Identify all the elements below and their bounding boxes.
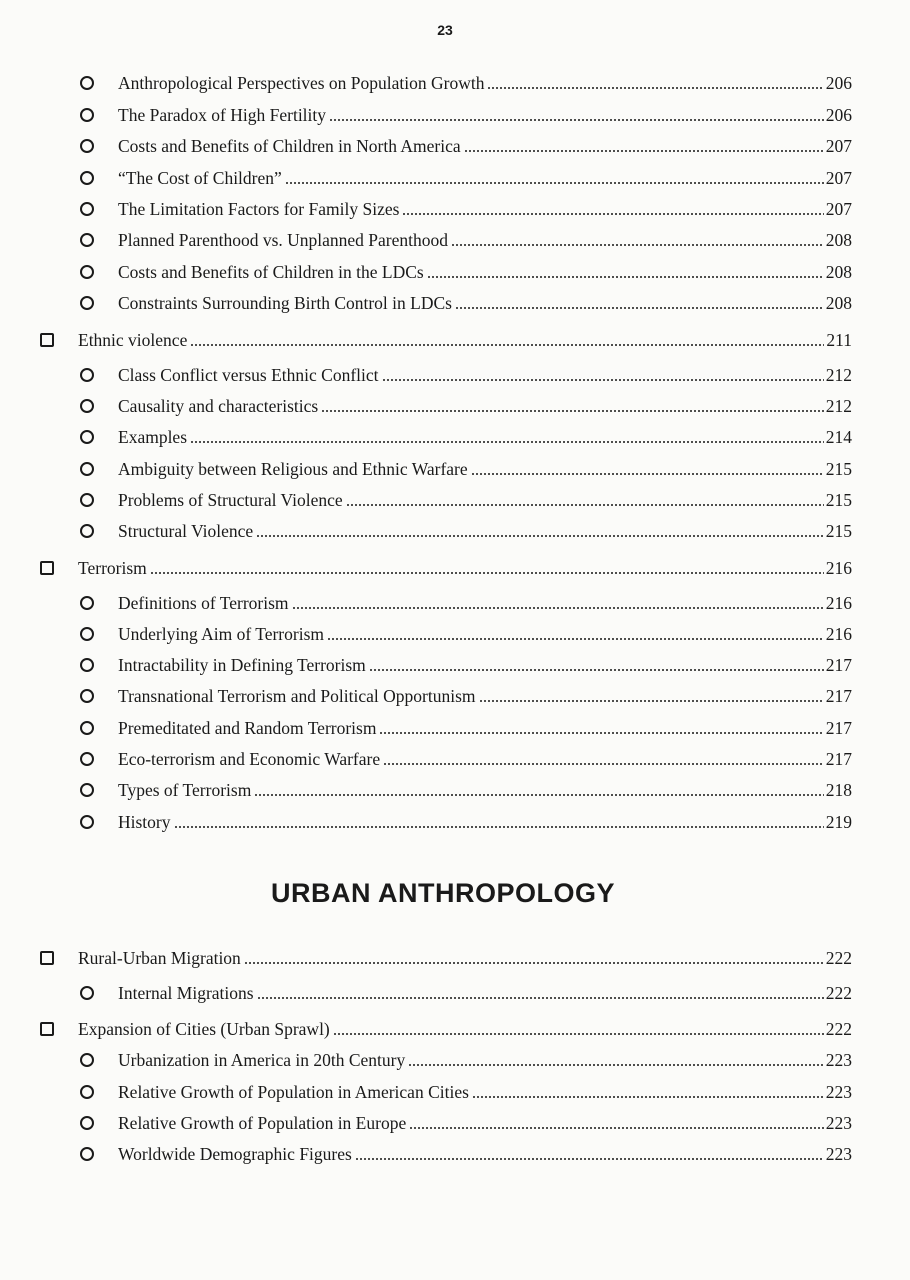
toc-entry-page: 217 — [825, 686, 852, 706]
dot-leader — [244, 962, 824, 964]
dot-leader — [427, 276, 824, 278]
circle-bullet-icon — [80, 368, 94, 382]
circle-bullet-icon — [80, 627, 94, 641]
dot-leader — [257, 997, 824, 999]
toc-subsection-entry — [80, 290, 852, 314]
toc-subsection-entry — [80, 1047, 852, 1071]
toc-entry-page: 223 — [825, 1082, 852, 1102]
toc-entry-title: Class Conflict versus Ethnic Conflict — [118, 365, 379, 385]
dot-leader — [327, 638, 824, 640]
square-bullet-icon — [40, 333, 54, 347]
circle-bullet-icon — [80, 171, 94, 185]
toc-entry-title: Relative Growth of Population in American Cities — [118, 1082, 469, 1102]
toc-entry-page: 212 — [825, 396, 852, 416]
dot-leader — [329, 119, 824, 121]
toc-subsection-entry — [80, 652, 852, 676]
toc-entry-page: 211 — [826, 330, 852, 350]
toc-entry-title: Urbanization in America in 20th Century — [118, 1050, 406, 1070]
toc-subsection-entry — [80, 362, 852, 386]
toc-subsection-entry — [80, 133, 852, 157]
toc-entry-page: 223 — [825, 1144, 852, 1164]
dot-leader — [285, 182, 824, 184]
circle-bullet-icon — [80, 399, 94, 413]
toc-entry-page: 222 — [825, 983, 852, 1003]
circle-bullet-icon — [80, 202, 94, 216]
toc-subsection-entry — [80, 777, 852, 801]
toc-entry-title: Eco-terrorism and Economic Warfare — [118, 749, 381, 769]
toc-entry-title: Intractability in Defining Terrorism — [118, 655, 366, 675]
toc-entry-title: Structural Violence — [118, 521, 254, 541]
toc-entry-page: 207 — [825, 136, 852, 156]
dot-leader — [455, 307, 824, 309]
toc-entry-page: 207 — [825, 168, 852, 188]
dot-leader — [174, 826, 824, 828]
section-heading: URBAN ANTHROPOLOGY — [271, 878, 615, 908]
toc-entry-page: 217 — [825, 749, 852, 769]
toc-subsection-entry — [80, 259, 852, 283]
toc-entry-title: “The Cost of Children” — [118, 168, 282, 188]
circle-bullet-icon — [80, 493, 94, 507]
toc-entry-title: Premeditated and Random Terrorism — [118, 718, 377, 738]
dot-leader — [292, 607, 824, 609]
circle-bullet-icon — [80, 1147, 94, 1161]
toc-entry-title: Problems of Structural Violence — [118, 490, 343, 510]
square-bullet-icon — [40, 951, 54, 965]
toc-entry-page: 217 — [825, 718, 852, 738]
dot-leader — [409, 1127, 824, 1129]
dot-leader — [346, 504, 824, 506]
square-bullet-icon — [40, 561, 54, 575]
toc-entry-page: 206 — [825, 105, 852, 125]
toc-subsection-entry — [80, 165, 852, 189]
toc-entry-title: Expansion of Cities (Urban Sprawl) — [78, 1019, 330, 1039]
circle-bullet-icon — [80, 524, 94, 538]
dot-leader — [369, 669, 824, 671]
toc-entry-page: 206 — [825, 73, 852, 93]
dot-leader — [190, 344, 824, 346]
toc-subsection-entry — [80, 424, 852, 448]
toc-entry-page: 215 — [825, 490, 852, 510]
circle-bullet-icon — [80, 296, 94, 310]
circle-bullet-icon — [80, 1053, 94, 1067]
circle-bullet-icon — [80, 1116, 94, 1130]
toc-entry-page: 207 — [825, 199, 852, 219]
toc-entry-page: 222 — [825, 948, 852, 968]
toc-entry-page: 223 — [825, 1050, 852, 1070]
dot-leader — [408, 1064, 824, 1066]
toc-subsection-entry — [80, 746, 852, 770]
dot-leader — [487, 87, 823, 89]
toc-entry-title: Examples — [118, 427, 188, 447]
toc-entry-title: Terrorism — [78, 558, 147, 578]
toc-subsection-entry — [80, 456, 852, 480]
circle-bullet-icon — [80, 986, 94, 1000]
toc-entry-page: 218 — [825, 780, 852, 800]
circle-bullet-icon — [80, 689, 94, 703]
toc-entry-page: 216 — [825, 593, 852, 613]
dot-leader — [382, 379, 824, 381]
dot-leader — [383, 763, 824, 765]
toc-entry-title: Costs and Benefits of Children in North America — [118, 136, 461, 156]
toc-subsection-entry — [80, 227, 852, 251]
toc-entry-title: Constraints Surrounding Birth Control in LDCs — [118, 293, 452, 313]
toc-entry-title: Definitions of Terrorism — [118, 593, 289, 613]
toc-section-entry — [40, 945, 852, 969]
toc-entry-page: 208 — [825, 293, 852, 313]
toc-entry-page: 212 — [825, 365, 852, 385]
dot-leader — [150, 572, 824, 574]
toc-entry-title: Causality and characteristics — [118, 396, 319, 416]
toc-entry-title: Planned Parenthood vs. Unplanned Parenthood — [118, 230, 449, 250]
dot-leader — [190, 441, 824, 443]
circle-bullet-icon — [80, 783, 94, 797]
toc-entry-title: Rural-Urban Migration — [78, 948, 241, 968]
circle-bullet-icon — [80, 265, 94, 279]
circle-bullet-icon — [80, 752, 94, 766]
toc-entry-page: 208 — [825, 262, 852, 282]
toc-subsection-entry — [80, 590, 852, 614]
dot-leader — [321, 410, 824, 412]
dot-leader — [254, 794, 823, 796]
dot-leader — [402, 213, 823, 215]
toc-subsection-entry — [80, 196, 852, 220]
toc-entry-title: Ethnic violence — [78, 330, 188, 350]
toc-entry-title: Relative Growth of Population in Europe — [118, 1113, 407, 1133]
toc-section-entry — [40, 1016, 852, 1040]
toc-subsection-entry — [80, 621, 852, 645]
dot-leader — [471, 473, 824, 475]
toc-section-entry — [40, 555, 852, 579]
toc-subsection-entry — [80, 683, 852, 707]
dot-leader — [333, 1033, 824, 1035]
toc-entry-page: 215 — [825, 521, 852, 541]
toc-subsection-entry — [80, 393, 852, 417]
toc-entry-title: Types of Terrorism — [118, 780, 252, 800]
toc-subsection-entry — [80, 487, 852, 511]
dot-leader — [472, 1096, 824, 1098]
dot-leader — [379, 732, 823, 734]
circle-bullet-icon — [80, 139, 94, 153]
circle-bullet-icon — [80, 462, 94, 476]
toc-entry-page: 216 — [825, 624, 852, 644]
dot-leader — [451, 244, 824, 246]
toc-subsection-entry — [80, 715, 852, 739]
toc-subsection-entry — [80, 102, 852, 126]
toc-entry-page: 219 — [825, 812, 852, 832]
toc-subsection-entry — [80, 1141, 852, 1165]
toc-entry-title: Internal Migrations — [118, 983, 254, 1003]
toc-section-entry — [40, 327, 852, 351]
toc-entry-title: The Limitation Factors for Family Sizes — [118, 199, 400, 219]
toc-entry-title: History — [118, 812, 171, 832]
toc-entry-title: The Paradox of High Fertility — [118, 105, 327, 125]
toc-entry-page: 217 — [825, 655, 852, 675]
toc-entry-title: Ambiguity between Religious and Ethnic Warfare — [118, 459, 468, 479]
toc-subsection-entry — [80, 518, 852, 542]
toc-entry-page: 215 — [825, 459, 852, 479]
toc-subsection-entry — [80, 70, 852, 94]
toc-entry-title: Underlying Aim of Terrorism — [118, 624, 324, 644]
toc-subsection-entry — [80, 1079, 852, 1103]
circle-bullet-icon — [80, 596, 94, 610]
toc-entry-page: 223 — [825, 1113, 852, 1133]
page-number: 23 — [437, 22, 453, 38]
circle-bullet-icon — [80, 815, 94, 829]
toc-entry-page: 208 — [825, 230, 852, 250]
toc-entry-title: Costs and Benefits of Children in the LDCs — [118, 262, 424, 282]
toc-entry-page: 222 — [825, 1019, 852, 1039]
toc-entry-title: Worldwide Demographic Figures — [118, 1144, 352, 1164]
toc-entry-title: Transnational Terrorism and Political Opportunism — [118, 686, 476, 706]
circle-bullet-icon — [80, 108, 94, 122]
toc-subsection-entry — [80, 1110, 852, 1134]
toc-subsection-entry — [80, 980, 852, 1004]
dot-leader — [479, 700, 824, 702]
dot-leader — [256, 535, 824, 537]
square-bullet-icon — [40, 1022, 54, 1036]
toc-entry-page: 216 — [825, 558, 852, 578]
dot-leader — [464, 150, 824, 152]
dot-leader — [355, 1158, 824, 1160]
toc-entry-title: Anthropological Perspectives on Population Growth — [118, 73, 485, 93]
circle-bullet-icon — [80, 76, 94, 90]
circle-bullet-icon — [80, 430, 94, 444]
circle-bullet-icon — [80, 721, 94, 735]
toc-entry-page: 214 — [825, 427, 852, 447]
circle-bullet-icon — [80, 233, 94, 247]
circle-bullet-icon — [80, 1085, 94, 1099]
toc-subsection-entry — [80, 809, 852, 833]
circle-bullet-icon — [80, 658, 94, 672]
